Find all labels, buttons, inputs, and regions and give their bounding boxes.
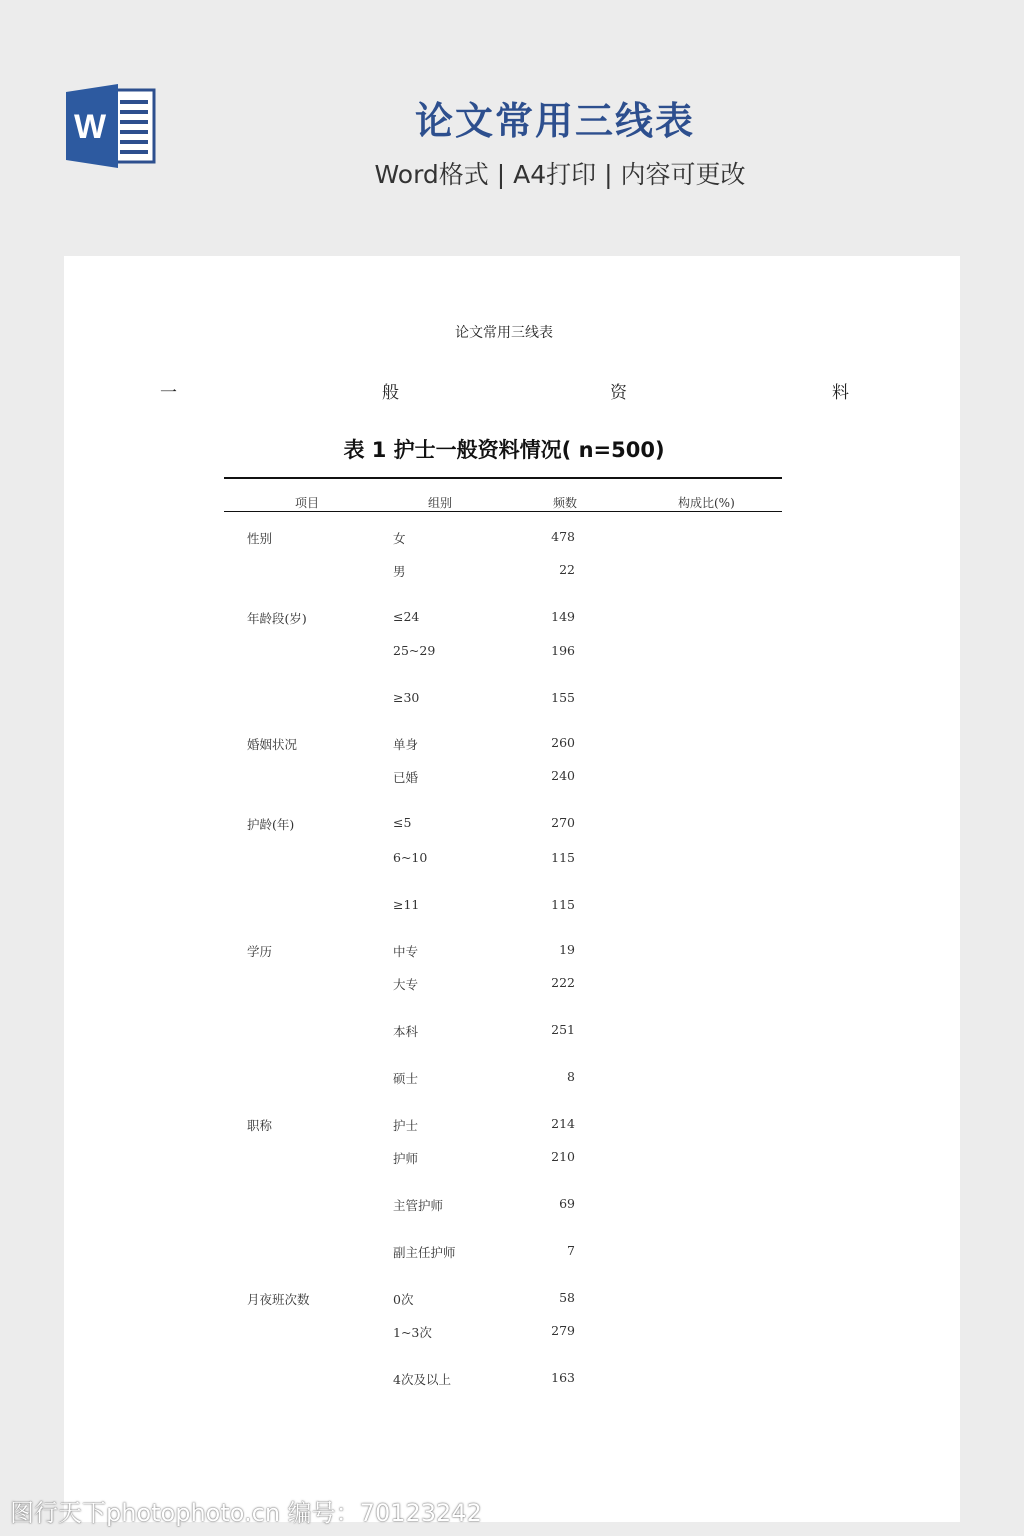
- table-cell-frequency: 155: [551, 690, 575, 705]
- table-cell-category: 职称: [247, 1118, 273, 1133]
- table-cell-group: ≥30: [393, 690, 420, 705]
- table-cell-frequency: 214: [551, 1116, 575, 1131]
- table-cell-group: ≤5: [393, 815, 412, 830]
- section-heading-char: 一: [160, 383, 177, 403]
- table-cell-group: 副主任护师: [393, 1245, 456, 1260]
- table-cell-group: 护士: [393, 1118, 419, 1133]
- table-cell-frequency: 279: [551, 1323, 575, 1338]
- table-cell-frequency: 8: [567, 1069, 575, 1084]
- svg-text:W: W: [73, 108, 107, 146]
- section-heading-char: 资: [610, 383, 627, 403]
- table-cell-group: 0次: [393, 1292, 414, 1307]
- table-cell-frequency: 115: [551, 897, 575, 912]
- table-cell-group: 护师: [393, 1151, 419, 1166]
- table-cell-frequency: 270: [551, 815, 575, 830]
- page-title: 论文常用三线表: [414, 99, 695, 143]
- table-cell-category: 护龄(年): [247, 817, 295, 832]
- table-cell-group: ≤24: [393, 609, 420, 624]
- table-caption: 表 1 护士一般资料情况( n=500): [343, 438, 665, 462]
- table-cell-group: 中专: [393, 944, 419, 959]
- section-heading-char: 料: [832, 383, 849, 403]
- document-heading: 论文常用三线表: [455, 325, 553, 341]
- table-cell-group: 主管护师: [393, 1198, 444, 1213]
- table-cell-frequency: 222: [551, 975, 575, 990]
- table-cell-group: 硕士: [393, 1071, 419, 1086]
- table-cell-group: ≥11: [393, 897, 420, 912]
- table-cell-group: 本科: [393, 1024, 419, 1039]
- table-cell-group: 单身: [393, 737, 419, 752]
- table-cell-category: 性别: [247, 531, 273, 546]
- table-cell-frequency: 22: [559, 562, 575, 577]
- table-cell-group: 6~10: [393, 850, 428, 865]
- table-cell-category: 学历: [247, 944, 273, 959]
- table-cell-group: 女: [393, 531, 406, 546]
- table-cell-group: 已婚: [393, 770, 419, 785]
- table-cell-category: 年龄段(岁): [247, 611, 307, 626]
- table-cell-frequency: 149: [551, 609, 575, 624]
- table-cell-group: 男: [393, 564, 406, 579]
- table-cell-frequency: 115: [551, 850, 575, 865]
- watermark: 图行天下photophoto.cn 编号：70123242: [10, 1499, 482, 1527]
- table-cell-frequency: 196: [551, 643, 575, 658]
- column-header-group: 组别: [428, 496, 453, 510]
- column-header-ratio: 构成比(%): [678, 496, 735, 510]
- table-cell-group: 25~29: [393, 643, 436, 658]
- table-cell-frequency: 240: [551, 768, 575, 783]
- table-header-rule: [224, 511, 782, 512]
- table-top-rule: [224, 477, 782, 479]
- table-cell-frequency: 69: [559, 1196, 575, 1211]
- section-heading-char: 般: [382, 383, 399, 403]
- table-cell-frequency: 7: [567, 1243, 575, 1258]
- table-cell-frequency: 163: [551, 1370, 575, 1385]
- table-cell-frequency: 58: [559, 1290, 575, 1305]
- table-cell-group: 4次及以上: [393, 1372, 451, 1387]
- table-cell-frequency: 478: [551, 529, 575, 544]
- table-cell-frequency: 19: [559, 942, 575, 957]
- table-cell-group: 大专: [393, 977, 419, 992]
- document-page: [64, 256, 960, 1522]
- table-cell-group: 1~3次: [393, 1325, 432, 1340]
- column-header-item: 项目: [295, 496, 320, 510]
- table-cell-category: 月夜班次数: [247, 1292, 310, 1307]
- table-cell-frequency: 251: [551, 1022, 575, 1037]
- word-document-icon: [64, 82, 156, 170]
- table-cell-frequency: 260: [551, 735, 575, 750]
- table-cell-frequency: 210: [551, 1149, 575, 1164]
- header: [0, 0, 1024, 240]
- column-header-frequency: 频数: [553, 496, 578, 510]
- table-cell-category: 婚姻状况: [247, 737, 298, 752]
- page-subtitle: Word格式 | A4打印 | 内容可更改: [374, 160, 746, 189]
